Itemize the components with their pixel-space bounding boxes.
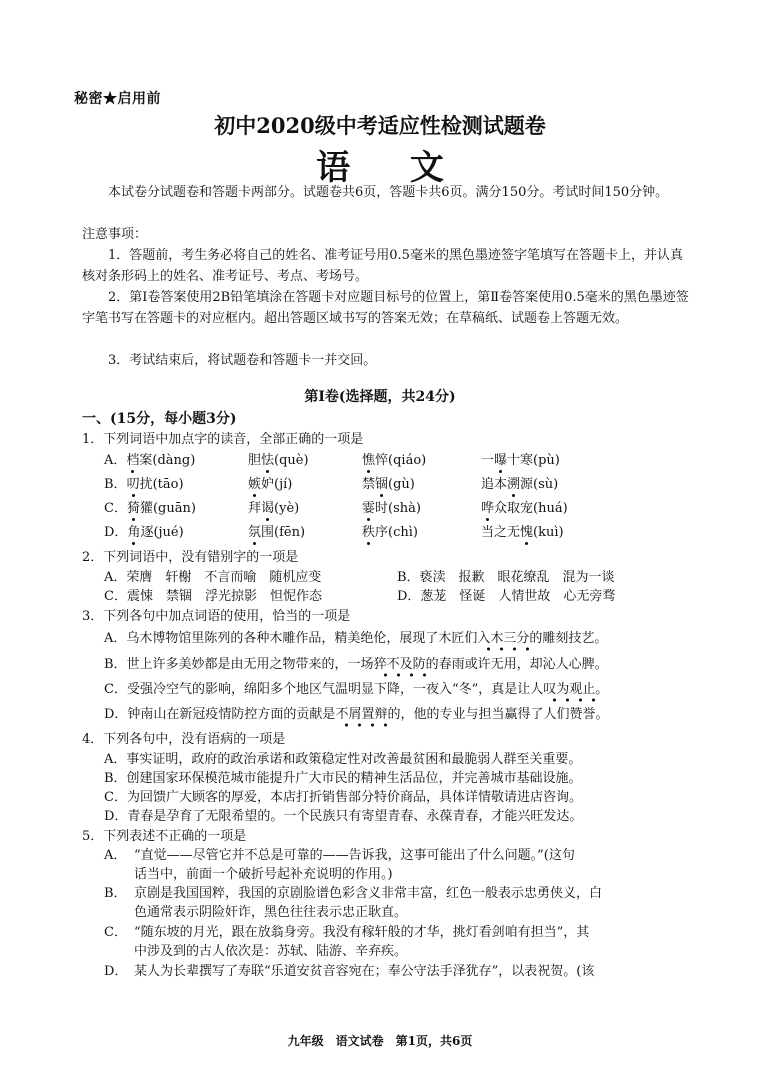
option-cell: B．叨扰(tāo) xyxy=(104,477,184,492)
option-cell: 禁锢(gù) xyxy=(362,477,415,492)
page-footer: 九年级 语文试卷 第1页，共6页 xyxy=(287,1034,473,1048)
option-cell: 当之无愧(kuì) xyxy=(481,525,564,540)
option-line: “直觉——尽管它并不总是可靠的——告诉我，这事可能出了什么问题。”(这句 xyxy=(134,848,575,863)
question-stem: 5．下列表述不正确的一项是 xyxy=(82,829,247,844)
option-line: A．事实证明，政府的政治承诺和政策稳定性对改善最贫困和最脆弱人群至关重要。 xyxy=(104,752,582,767)
option-line: D．钟南山在新冠疫情防控方面的贡献是不屑置辩的，他的专业与担当赢得了人们赞誉。 xyxy=(104,705,608,727)
option-line: C．震悚 禁锢 浮光掠影 怛怩作态 xyxy=(104,589,322,604)
option-cell: D．角逐(jué) xyxy=(104,525,184,540)
option-line: 色通常表示阴险奸诈，黑色往往表示忠正耿直。 xyxy=(134,905,408,920)
option-line: C．为回馈广大顾客的厚爱，本店打折销售部分特价商品，具体详情敬请进店咨询。 xyxy=(104,790,582,805)
option-cell: 一曝十寒(pù) xyxy=(481,453,560,468)
option-cell: 氛围(fēn) xyxy=(248,525,306,540)
question-stem: 3．下列各句中加点词语的使用，恰当的一项是 xyxy=(82,609,351,624)
option-cell: 秩序(chì) xyxy=(362,525,418,540)
section-title: 第Ⅰ卷(选择题，共24分) xyxy=(304,389,456,405)
option-line: D．葱茏 怪诞 人情世故 心无旁骛 xyxy=(397,589,616,604)
part-heading: 一、(15分，每小题3分) xyxy=(82,411,237,427)
option-line: B．亵渎 报歉 眼花缭乱 混为一谈 xyxy=(397,570,615,585)
exam-description: 本试卷分试题卷和答题卡两部分。试题卷共6页，答题卡共6页。满分150分。考试时间150分钟。 xyxy=(108,185,669,200)
option-line: C．受强冷空气的影响，绵阳多个地区气温明显下降，一夜入“冬”，真是让人叹为观止。 xyxy=(104,680,608,702)
notice-title: 注意事项： xyxy=(82,227,148,242)
notice-item: 3．考试结束后，将试题卷和答题卡一并交回。 xyxy=(108,353,377,368)
option-label: A． xyxy=(104,848,127,863)
option-line: A．乌木博物馆里陈列的各种木雕作品，精美绝伦，展现了木匠们入木三分的雕刻技艺。 xyxy=(104,629,607,651)
option-label: D． xyxy=(104,964,128,979)
marked-phrase: 入木三分 xyxy=(477,629,529,651)
option-label: B． xyxy=(104,886,127,901)
option-cell: C．猗獾(guān) xyxy=(104,501,196,516)
question-stem: 1．下列词语中加点字的读音，全部正确的一项是 xyxy=(82,432,364,447)
option-cell: A．档案(dàng) xyxy=(104,453,196,468)
option-line: 京剧是我国国粹，我国的京剧脸谱色彩含义非常丰富，红色一般表示忠勇侠义，白 xyxy=(134,886,603,901)
option-cell: 追本溯源(sù) xyxy=(481,477,559,492)
option-line: 某人为长辈撰写了寿联“乐道安贫音容宛在；奉公守法手泽犹存”，以表祝贺。(该 xyxy=(134,964,595,979)
option-line: A．荣膺 轩榭 不言而喻 随机应变 xyxy=(104,570,322,585)
notice-item: 1．答题前，考生务必将自己的姓名、准考证号用0.5毫米的黑色墨迹签字笔填写在答题卡上，并认真核对条形码上的姓名、准考证号、考点、考场号。 xyxy=(82,248,683,284)
option-cell: 哗众取宠(huá) xyxy=(481,501,568,516)
marked-phrase: 不屑置辩 xyxy=(335,705,387,727)
notice-item: 2．第Ⅰ卷答案使用2B铅笔填涂在答题卡对应题目标号的位置上，第Ⅱ卷答案使用0.5毫米的黑色墨迹签字笔书写在答题卡的对应框内。超出答题区域书写的答案无效；在草稿纸、试题卷上答题无效。 xyxy=(82,290,689,326)
option-cell: 嫉妒(jí) xyxy=(248,477,293,492)
question-stem: 4．下列各句中，没有语病的一项是 xyxy=(82,732,286,747)
option-line: 中涉及到的古人依次是：苏轼、陆游、辛弃疾。 xyxy=(134,944,408,959)
subject-title: 语 文 xyxy=(316,148,468,188)
question-stem: 2．下列词语中，没有错别字的一项是 xyxy=(82,550,299,565)
option-line: B．世上许多美妙都是由无用之物带来的，一场猝不及防的春雨或许无用，却沁人心脾。 xyxy=(104,655,608,677)
option-label: C． xyxy=(104,925,127,940)
exam-title: 初中2020级中考适应性检测试题卷 xyxy=(214,113,546,138)
option-line: B．创建国家环保模范城市能提升广大市民的精神生活品位，并完善城市基础设施。 xyxy=(104,771,582,786)
marked-phrase: 叹为观止 xyxy=(543,680,595,702)
marked-phrase: 猝不及防 xyxy=(374,655,426,677)
option-cell: 胆怯(què) xyxy=(248,453,309,468)
option-cell: 拜谒(yè) xyxy=(248,501,300,516)
option-line: “随东坡的月光，跟在放翁身旁。我没有稼轩般的才华，挑灯看剑咱有担当”，其 xyxy=(134,925,590,940)
option-line: D．青春是孕育了无限希望的。一个民族只有寄望青春、永葆青春，才能兴旺发达。 xyxy=(104,809,583,824)
option-cell: 霎时(shà) xyxy=(362,501,421,516)
option-cell: 憔悴(qiáo) xyxy=(362,453,427,468)
option-line: 话当中，前面一个破折号起补充说明的作用。) xyxy=(134,867,393,882)
confidential-label: 秘密★启用前 xyxy=(74,91,161,107)
